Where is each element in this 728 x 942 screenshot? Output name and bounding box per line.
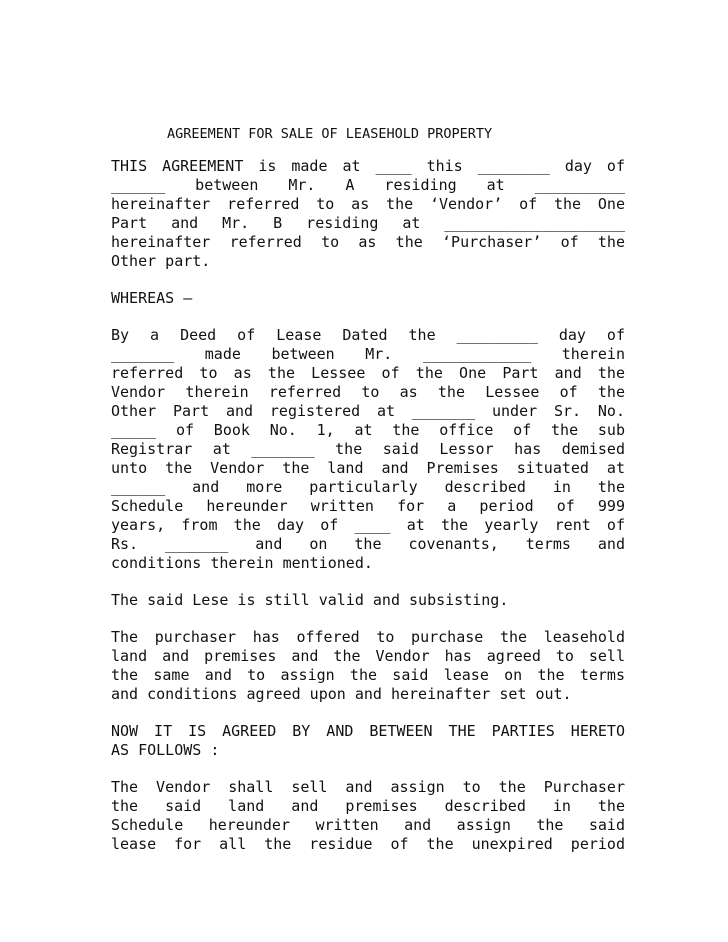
document-page [111,125,625,872]
text-line: conditions therein mentioned. [111,554,373,572]
document-title: AGREEMENT FOR SALE OF LEASEHOLD PROPERTY [167,126,493,142]
text-line: Other part. [111,252,211,270]
text-line: years, from the day of ____ at the yearly rent of [111,516,625,534]
text-line: _____ of Book No. 1, at the office of the sub [111,421,625,439]
text-line: The Vendor shall sell and assign to the Purchaser [111,778,625,796]
text-line: Schedule hereunder written for a period of 999 [111,497,625,515]
text-line: _______ made between Mr. ____________ therein [111,345,625,363]
paragraph [111,326,625,573]
text-line: Registrar at _______ the said Lessor has demised [111,440,625,458]
paragraph [111,157,625,271]
text-line: unto the Vendor the land and Premises situated at [111,459,625,477]
text-line: Schedule hereunder written and assign the said [111,816,625,834]
paragraph [111,628,625,704]
text-line: ______ and more particularly described in the [111,478,625,496]
text-line: THIS AGREEMENT is made at ____ this ________ day of [111,157,625,175]
text-line: referred to as the Lessee of the One Part and the [111,364,625,382]
text-line: and conditions agreed upon and hereinafter set out. [111,685,572,703]
text-line: WHEREAS – [111,289,193,307]
document-body [111,157,625,854]
text-line: By a Deed of Lease Dated the _________ day of [111,326,625,344]
text-line: Vendor therein referred to as the Lessee of the [111,383,625,401]
text-line: ______ between Mr. A residing at __________ [111,176,625,194]
text-line: Part and Mr. B residing at ____________________ [111,214,625,232]
paragraph [111,722,625,760]
paragraph [111,289,625,308]
text-line: The purchaser has offered to purchase the leasehold [111,628,625,646]
text-line: the said land and premises described in the [111,797,625,815]
text-line: AS FOLLOWS : [111,741,220,759]
text-line: hereinafter referred to as the ‘Purchaser’ of the [111,233,625,251]
text-line: hereinafter referred to as the ‘Vendor’ of the One [111,195,625,213]
text-line: Other Part and registered at _______ under Sr. No. [111,402,625,420]
text-line: NOW IT IS AGREED BY AND BETWEEN THE PARTIES HERETO [111,722,625,740]
text-line: lease for all the residue of the unexpired period [111,835,625,853]
paragraph [111,778,625,854]
text-line: land and premises and the Vendor has agreed to sell [111,647,625,665]
text-line: The said Lese is still valid and subsisting. [111,591,509,609]
text-line: Rs. _______ and on the covenants, terms and [111,535,625,553]
paragraph [111,591,625,610]
text-line: the same and to assign the said lease on the terms [111,666,625,684]
